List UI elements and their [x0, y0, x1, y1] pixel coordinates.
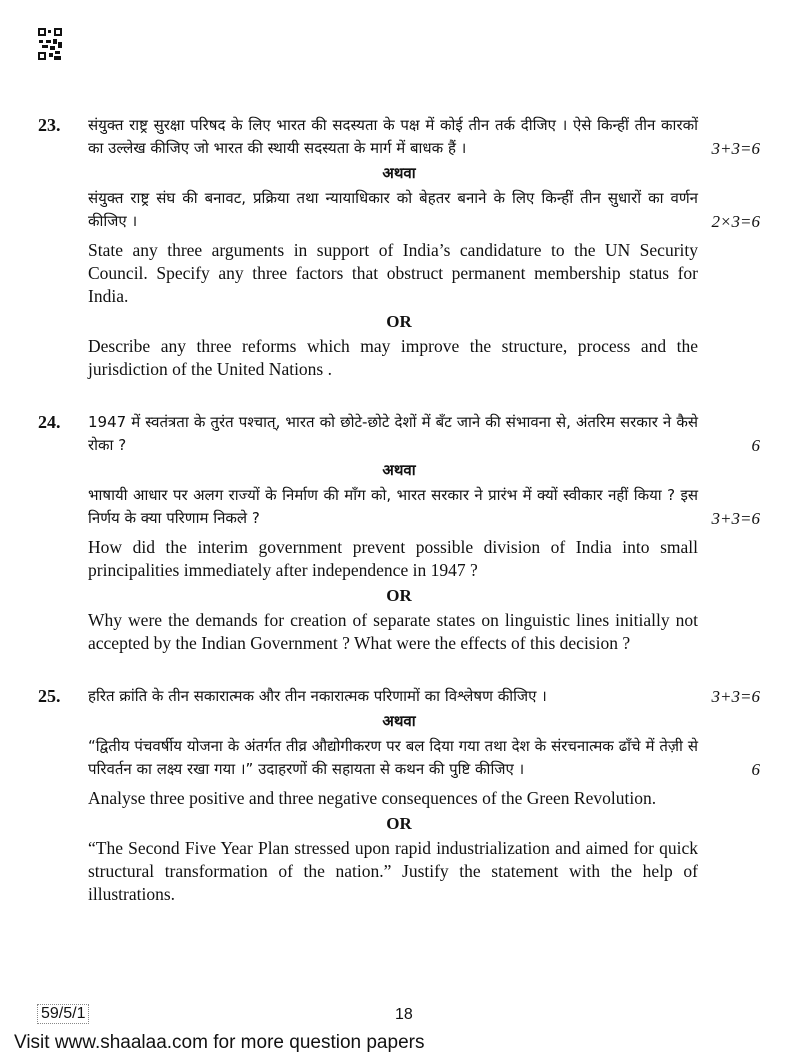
or-divider-english: OR [386, 814, 412, 833]
alternative-text-hindi: संयुक्त राष्ट्र संघ की बनावट, प्रक्रिया तथा न्यायाधिकार को बेहतर बनाने के लिए किन्हीं तीन सुधारों का वर्णन कीजिए । [88, 189, 698, 230]
question-24 [38, 411, 760, 655]
paper-code: 59/5/1 [37, 1004, 89, 1024]
question-text-hindi: 1947 में स्वतंत्रता के तुरंत पश्चात्, भारत को छोटे-छोटे देशों में बँट जाने की संभावना से, अंतरिम सरकार ने कैसे रोका ? [88, 413, 698, 454]
question-text-hindi: हरित क्रांति के तीन सकारात्मक और तीन नकारात्मक परिणामों का विश्लेषण कीजिए । [88, 687, 547, 705]
question-text-english: How did the interim government prevent possible division of India into small principalities immediately after independence in 1947 ? [88, 537, 698, 580]
or-divider-english: OR [386, 586, 412, 605]
visit-banner: Visit www.shaalaa.com for more question papers [14, 1032, 425, 1053]
alternative-text-english: Describe any three reforms which may improve the structure, process and the jurisdiction of the United Nations . [88, 336, 698, 379]
alternative-text-english: Why were the demands for creation of separate states on linguistic lines initially not accepted by the Indian Government ? What were the effects of this decision ? [88, 610, 698, 653]
alternative-text-hindi: भाषायी आधार पर अलग राज्यों के निर्माण की माँग को, भारत सरकार ने प्रारंभ में क्यों स्वीकार नहीं किया ? इस निर्णय के क्या परिणाम निकले ? [88, 486, 698, 527]
marks: 3+3=6 [711, 687, 760, 706]
or-divider-hindi: अथवा [382, 712, 416, 730]
question-25 [38, 685, 760, 906]
marks: 6 [751, 760, 760, 779]
page-number: 18 [395, 1006, 413, 1023]
question-number: 23. [38, 115, 61, 135]
question-text-hindi: संयुक्त राष्ट्र सुरक्षा परिषद के लिए भारत की सदस्यता के पक्ष में कोई तीन तर्क दीजिए । ऐसे किन्हीं तीन कारकों का उल्लेख कीजिए जो भारत की स्थायी सदस्यता के मार्ग में बाधक हैं । [88, 116, 698, 157]
question-number: 24. [38, 412, 61, 432]
or-divider-hindi: अथवा [382, 461, 416, 479]
marks: 3+3=6 [711, 509, 760, 528]
question-23 [38, 114, 760, 381]
alternative-text-english: “The Second Five Year Plan stressed upon rapid industrialization and aimed for quick structural transformation of the nation.” Justify the statement with the help of illustrations. [88, 838, 698, 904]
marks: 3+3=6 [711, 139, 760, 158]
or-divider-english: OR [386, 312, 412, 331]
marks: 2×3=6 [711, 212, 760, 231]
question-number: 25. [38, 686, 61, 706]
question-list [38, 114, 760, 936]
question-text-english: Analyse three positive and three negative consequences of the Green Revolution. [88, 788, 657, 808]
marks: 6 [751, 436, 760, 455]
qr-code-icon [38, 28, 62, 62]
alternative-text-hindi: “द्वितीय पंचवर्षीय योजना के अंतर्गत तीव्र औद्योगीकरण पर बल दिया गया तथा देश के संरचनात्मक ढाँचे में तेज़ी से परिवर्तन का लक्ष्य रखा गया ।” उदाहरणों की सहायता से कथन की पुष्टि कीजिए । [88, 737, 698, 778]
question-text-english: State any three arguments in support of India’s candidature to the UN Security Council. Specify any three factors that obstruct permanent membership status for India. [88, 240, 698, 306]
or-divider-hindi: अथवा [382, 164, 416, 182]
